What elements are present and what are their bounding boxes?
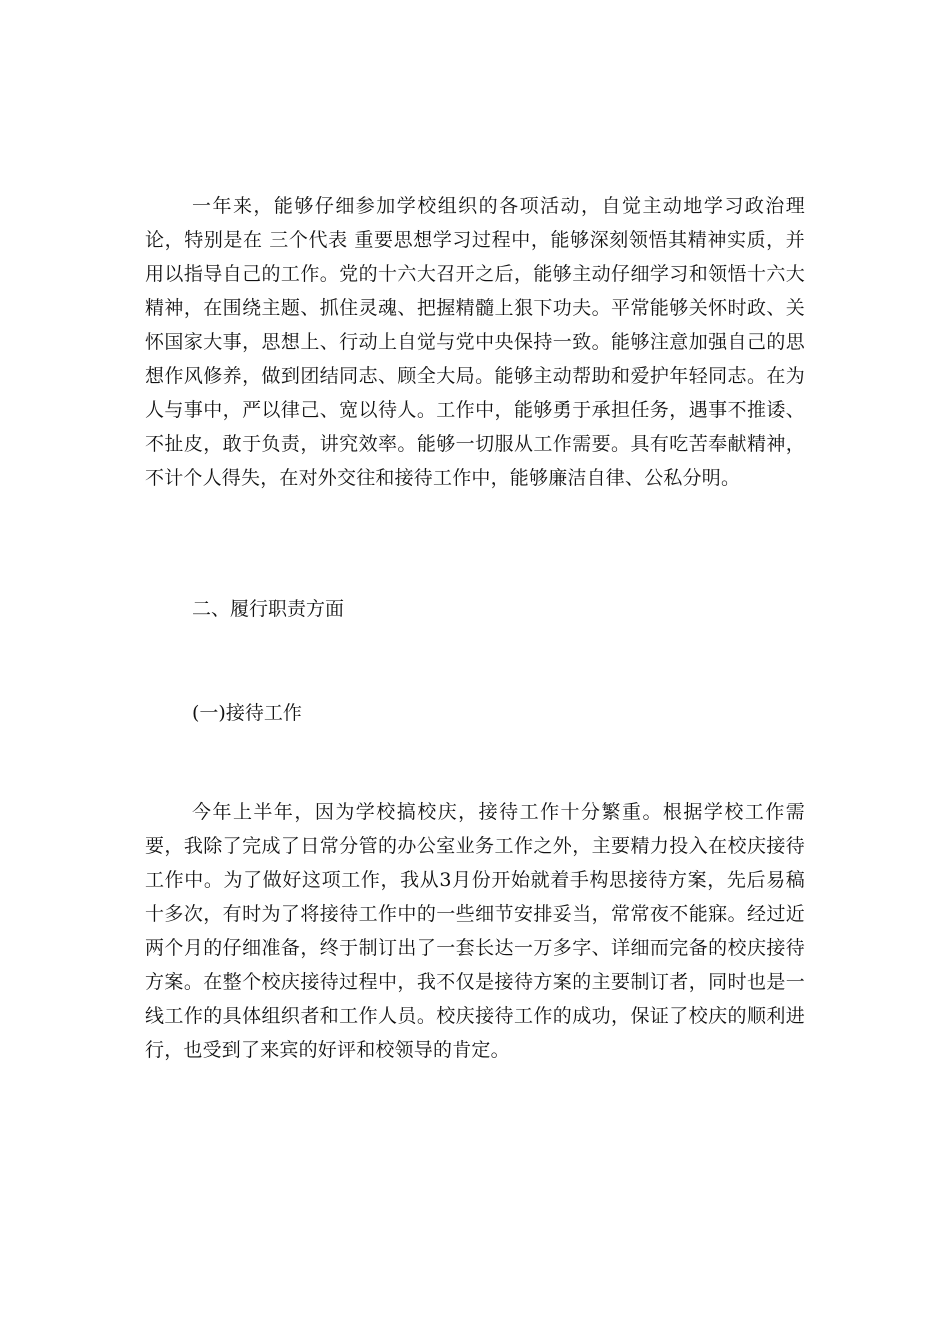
body-paragraph: 今年上半年，因为学校搞校庆，接待工作十分繁重。根据学校工作需要，我除了完成了日常分管的办公室业务工作之外，主要精力投入在校庆接待工作中。为了做好这项工作，我从3月份开始就着手构思接待方案，先后易稿十多次，有时为了将接待工作中的一些细节安排妥当，常常夜不能寐。经过近两个月的仔细准备，终于制订出了一套长达一万多字、详细而完备的校庆接待方案。在整个校庆接待过程中，我不仅是接待方案的主要制订者，同时也是一线工作的具体组织者和工作人员。校庆接待工作的成功，保证了校庆的顺利进行，也受到了来宾的好评和校领导的肯定。 (145, 801, 805, 1061)
body-paragraph: 一年来，能够仔细参加学校组织的各项活动，自觉主动地学习政治理论，特别是在 三个代表 重要思想学习过程中，能够深刻领悟其精神实质，并用以指导自己的工作。党的十六大召开之后，能够主动仔细学习和领悟十六大精神，在围绕主题、抓住灵魂、把握精髓上狠下功夫。平常能够关怀时政、关怀国家大事，思想上、行动上自觉与党中央保持一致。能够注意加强自己的思想作风修养，做到团结同志、顾全大局。能够主动帮助和爱护年轻同志。在为人与事中，严以律己、宽以待人。工作中，能够勇于承担任务，遇事不推诿、不扯皮，敢于负责，讲究效率。能够一切服从工作需要。具有吃苦奉献精神，不计个人得失，在对外交往和接待工作中，能够廉洁自律、公私分明。 (145, 195, 805, 489)
subsection-heading: (一)接待工作 (192, 702, 302, 724)
section-heading: 二、履行职责方面 (192, 598, 345, 620)
